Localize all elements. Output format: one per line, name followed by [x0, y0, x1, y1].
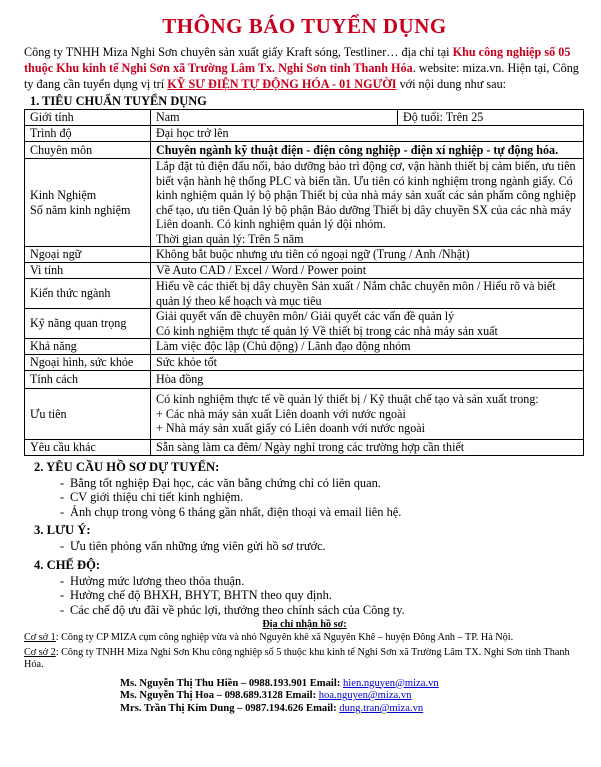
table-row [25, 339, 584, 355]
contact-name-phone: Mrs. Trần Thị Kim Dung – 0987.194.626 Email: [120, 703, 340, 715]
appearance-value: Sức khỏe tốt [151, 355, 584, 371]
education-label: Trình độ [25, 126, 151, 142]
table-row [25, 371, 584, 389]
contact-name-phone: Ms. Nguyễn Thị Thu Hiền – 0988.193.901 Email: [120, 677, 343, 689]
skills-value [151, 309, 584, 339]
priority-line-2: + Các nhà máy sản xuất Liên doanh với nước ngoài [156, 406, 406, 421]
list-item: - CV giới thiệu chi tiết kinh nghiệm. [24, 490, 585, 505]
benefits-list [24, 574, 585, 618]
table-row [25, 263, 584, 279]
address-1-text: : Công ty CP MIZA cụm công nghiệp vừa và nhỏ Nguyên khê xã Nguyên Khê – huyện Đông Anh – TP. Hà Nội. [55, 632, 514, 643]
gender-label: Giới tính [25, 110, 151, 126]
experience-description: Lắp đặt tủ điện đấu nối, bảo dưỡng bảo trì động cơ, vận hành thiết bị cảm biến, ưu tiên biết vận hành hệ thống PLC và biến tần. Ưu tiên có kinh nghiệm trong ngành giấy. Có kinh nghiệm quản lý bộ phận Thiết bị của nhà máy sản xuất các sản phẩm công nghiệp chế tạo, ưu tiên Quản lý bộ phận Bảo dưỡng Thiết bị dây chuyền SX của các nhà máy Liên doanh. Có kinh nghiệm quản lý đội nhóm. [156, 159, 576, 231]
table-row [25, 389, 584, 440]
table-row [25, 159, 584, 247]
table-row [25, 126, 584, 142]
contact-row [120, 678, 585, 691]
contact-row [120, 703, 585, 716]
list-item: - Hưởng mức lương theo thỏa thuận. [24, 574, 585, 589]
personality-value: Hòa đồng [151, 371, 584, 389]
age-value: Độ tuổi: Trên 25 [398, 110, 584, 126]
computer-label: Vi tính [25, 263, 151, 279]
experience-years: Thời gian quản lý: Trên 5 năm [156, 231, 304, 246]
intro-text-1: Công ty TNHH Miza Nghi Sơn chuyên sản xuất giấy Kraft sóng, Testliner… địa chỉ tại [24, 45, 453, 59]
list-item: - Ảnh chụp trong vòng 6 tháng gần nhất, điện thoại và email liên hệ. [24, 505, 585, 520]
ability-label: Khả năng [25, 339, 151, 355]
language-value: Không bắt buộc nhưng ưu tiên có ngoại ngữ (Trung / Anh /Nhật) [151, 247, 584, 263]
major-label: Chuyên môn [25, 142, 151, 159]
address-2-text: : Công ty TNHH Miza Nghi Sơn Khu công nghiệp số 5 thuộc khu kinh tế Nghi Sơn xã Trường Lâm TX. Nghi Sơn tỉnh Thanh Hóa. [24, 646, 570, 670]
docs-list [24, 476, 585, 520]
section-3-heading: 3. LƯU Ý: [34, 523, 91, 537]
priority-value [151, 389, 584, 440]
experience-label [25, 159, 151, 247]
table-row [25, 355, 584, 371]
personality-label: Tính cách [25, 371, 151, 389]
appearance-label: Ngoại hình, sức khỏe [25, 355, 151, 371]
list-item: - Hưởng chế độ BHXH, BHYT, BHTN theo quy định. [24, 588, 585, 603]
knowledge-label: Kiến thức ngành [25, 279, 151, 309]
job-position: KỸ SƯ ĐIỆN TỰ ĐỘNG HÓA - 01 NGƯỜI [167, 77, 397, 91]
company-address: Khu công nghiệp số 05 thuộc Khu kinh tế Nghi Sơn xã Trường Lâm Tx. Nghi Sơn tỉnh Thanh Hóa [24, 45, 571, 75]
skills-line-2: Có kinh nghiệm thực tế quản lý Về thiết bị trong các nhà máy sản xuất [156, 323, 498, 338]
table-row [25, 110, 584, 126]
list-item: - Ưu tiên phỏng vấn những ứng viên gửi hồ sơ trước. [24, 539, 585, 554]
education-value: Đại học trở lên [151, 126, 584, 142]
section-2-heading: 2. YÊU CẦU HỒ SƠ DỰ TUYỂN: [34, 459, 220, 474]
skills-line-1: Giải quyết vấn đề chuyên môn/ Giải quyết các vấn đề quản lý [156, 309, 455, 323]
contact-name-phone: Ms. Nguyễn Thị Hoa – 098.689.3128 Email: [120, 690, 319, 702]
table-row [25, 439, 584, 455]
list-item: - Bằng tốt nghiệp Đại học, các văn bằng chứng chỉ có liên quan. [24, 476, 585, 491]
priority-label: Ưu tiên [25, 389, 151, 440]
language-label: Ngoại ngữ [25, 247, 151, 263]
ability-value: Làm việc độc lập (Chủ động) / Lãnh đạo động nhóm [151, 339, 584, 355]
address-1-label: Cơ sở 1 [24, 632, 56, 643]
experience-label-2: Số năm kinh nghiệm [30, 202, 131, 217]
address-1 [24, 632, 585, 645]
intro-text-3: với nội dung như sau: [396, 77, 507, 91]
section-1-heading: 1. TIÊU CHUẨN TUYỂN DỤNG [30, 94, 207, 108]
notes-list [24, 539, 585, 554]
other-value: Sẵn sàng làm ca đêm/ Ngày nghỉ trong các trường hợp cần thiết [151, 439, 584, 455]
address-heading: Địa chỉ nhận hồ sơ: [262, 619, 347, 630]
gender-value: Nam [151, 110, 398, 126]
experience-label-1: Kinh Nghiệm [30, 188, 97, 202]
address-2 [24, 647, 585, 672]
requirements-table [24, 109, 584, 456]
other-label: Yêu cầu khác [25, 439, 151, 455]
table-row [25, 279, 584, 309]
table-row [25, 247, 584, 263]
priority-line-3: + Nhà máy sản xuất giấy có Liên doanh với nước ngoài [156, 421, 425, 435]
intro-paragraph [24, 44, 585, 92]
computer-value: Về Auto CAD / Excel / Word / Power point [151, 263, 584, 279]
knowledge-value: Hiểu về các thiết bị dây chuyền Sản xuất / Nắm chắc chuyên môn / Hiểu rõ và biết quản lý theo kế hoạch và mục tiêu [151, 279, 584, 309]
priority-line-1: Có kinh nghiệm thực tế về quản lý thiết bị / Kỹ thuật chế tạo và sản xuất trong: [156, 392, 539, 406]
section-4-heading: 4. CHẾ ĐỘ: [34, 557, 101, 572]
contact-email-link[interactable]: dung.tran@miza.vn [339, 703, 424, 715]
major-value: Chuyên ngành kỹ thuật điện - điện công nghiệp - điện xí nghiệp - tự động hóa. [151, 142, 584, 159]
experience-value [151, 159, 584, 247]
document-title: THÔNG BÁO TUYỂN DỤNG [162, 14, 447, 38]
skills-label: Kỹ năng quan trọng [25, 309, 151, 339]
intro-text-2: . website: miza.vn. Hiện tại, Công ty đang cần tuyển dụng vị trí [24, 61, 579, 91]
table-row [25, 142, 584, 159]
list-item: - Các chế độ ưu đãi về phúc lợi, thưởng theo chính sách của Công ty. [24, 603, 585, 618]
contact-email-link[interactable]: hoa.nguyen@miza.vn [318, 690, 412, 702]
contacts-block [120, 678, 585, 716]
table-row [25, 309, 584, 339]
contact-email-link[interactable]: hien.nguyen@miza.vn [343, 677, 439, 689]
contact-row [120, 690, 585, 703]
address-2-label: Cơ sở 2 [24, 646, 56, 658]
